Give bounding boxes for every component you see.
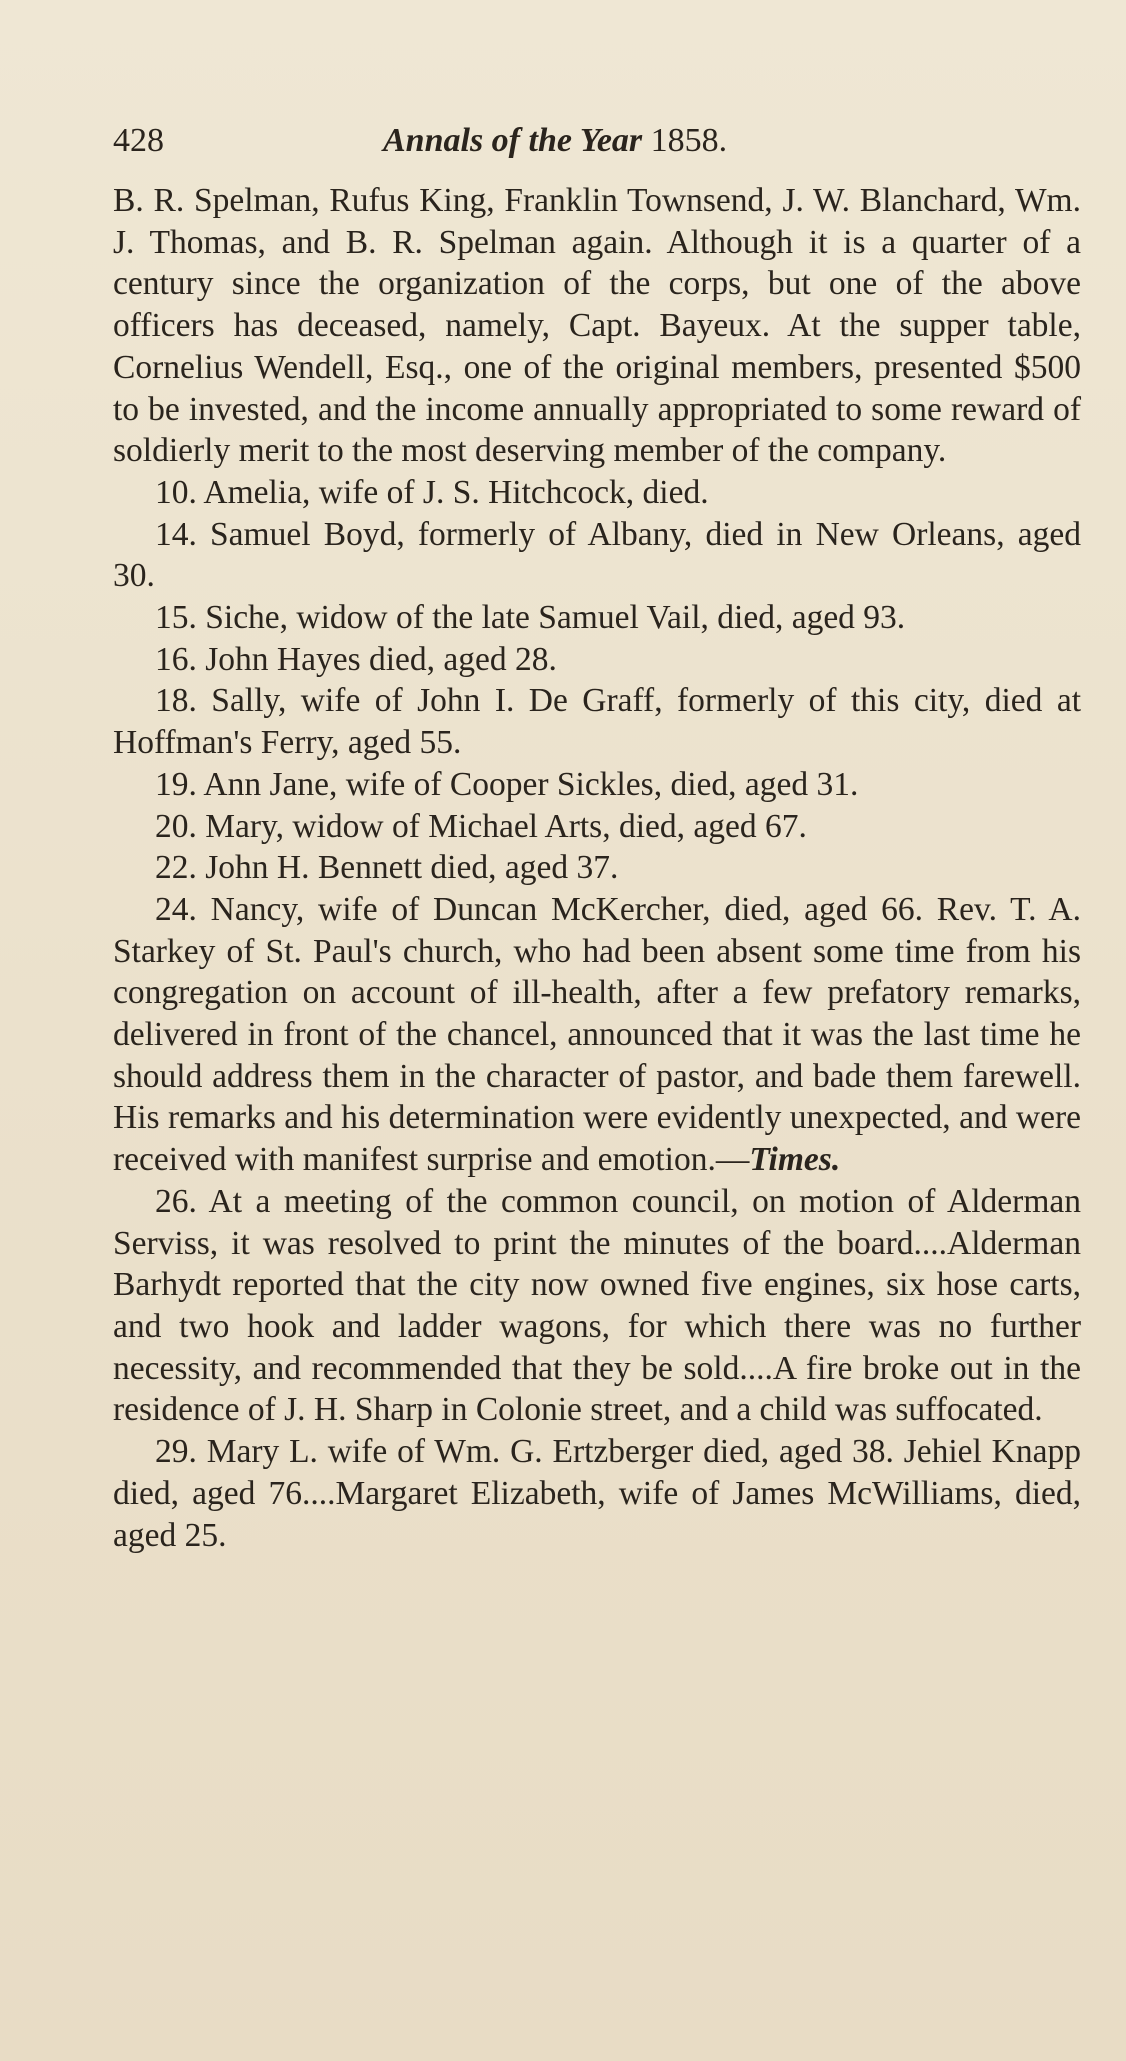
entry-24-source: Times. (749, 1141, 841, 1179)
entry-22: 22. John H. Bennett died, aged 37. (155, 849, 619, 887)
paragraph-continuation: B. R. Spelman, Rufus King, Franklin Townsend, J. W. Blanchard, Wm. J. Thomas, and B. R. Spelman again. Although it is a quarter of a century since the organization of the corps, but one of the above officers has deceased, namely, Capt. Bayeux. At the supper table, Cornelius Wendell, Esq., one of the original members, presented $500 to be invested, and the income annually appropriated to some reward of soldierly merit to the most deserving member of the company. (113, 182, 1081, 470)
entry-20: 20. Mary, widow of Michael Arts, died, aged 67. (155, 807, 807, 845)
page-number: 428 (113, 122, 164, 159)
entry-14: 14. Samuel Boyd, formerly of Albany, died in New Orleans, aged 30. (113, 515, 1081, 595)
entry-24 (113, 889, 1081, 1181)
entry-10: 10. Amelia, wife of J. S. Hitchcock, died. (155, 473, 709, 511)
entry-24-text: 24. Nancy, wife of Duncan McKercher, died, aged 66. Rev. T. A. Starkey of St. Paul's church, who had been absent some time from his congregation on account of ill-health, after a few prefatory remarks, delivered in front of the chancel, announced that it was the last time he should address them in the character of pastor, and bade them farewell. His remarks and his determination were evidently unexpected, and were received with manifest surprise and emotion.— (113, 890, 1081, 1179)
entry-16: 16. John Hayes died, aged 28. (155, 640, 557, 678)
entry-15: 15. Siche, widow of the late Samuel Vail, died, aged 93. (155, 599, 906, 637)
entry-19: 19. Ann Jane, wife of Cooper Sickles, died, aged 31. (155, 765, 859, 803)
entry-26: 26. At a meeting of the common council, on motion of Alderman Serviss, it was resolved to print the minutes of the board....Alderman Barhydt reported that the city now owned five engines, six hose carts, and two hook and ladder wagons, for which there was no further necessity, and recommended that they be sold....A fire broke out in the residence of J. H. Sharp in Colonie street, and a child was suffocated. (113, 1182, 1081, 1429)
page-text (113, 120, 1081, 1556)
entry-18: 18. Sally, wife of John I. De Graff, formerly of this city, died at Hoffman's Ferry, aged 55. (113, 682, 1081, 762)
running-title-year: 1858. (650, 122, 728, 159)
running-title-italic: Annals of the Year (383, 122, 643, 159)
entry-29: 29. Mary L. wife of Wm. G. Ertzberger died, aged 38. Jehiel Knapp died, aged 76....Margaret Elizabeth, wife of James McWilliams, died, aged 25. (113, 1433, 1081, 1554)
running-title (383, 120, 727, 161)
running-head (113, 120, 1081, 180)
